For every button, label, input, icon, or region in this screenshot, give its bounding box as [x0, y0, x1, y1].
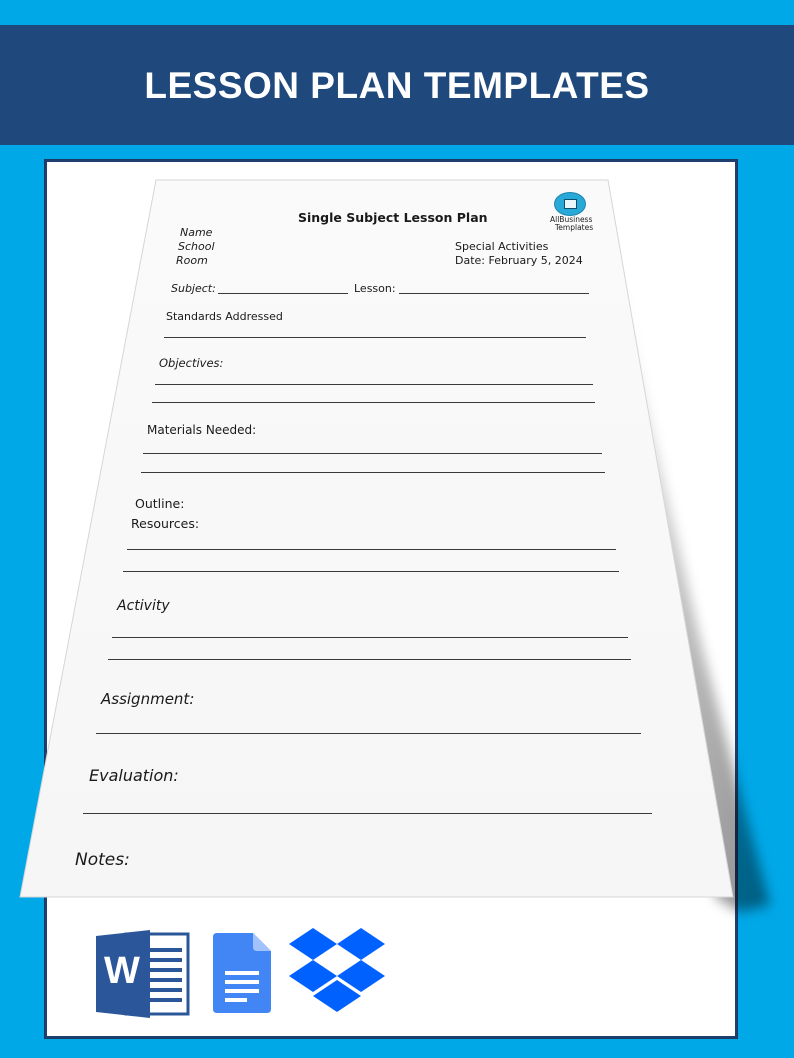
objectives-line-2 [152, 402, 595, 403]
field-room: Room [176, 254, 208, 267]
assignment-line [96, 733, 641, 734]
dropbox-icon[interactable] [289, 928, 385, 1018]
logo-name-line1: AllBusiness [550, 215, 593, 224]
outline-label: Outline: [135, 496, 185, 511]
evaluation-label: Evaluation: [89, 766, 179, 785]
field-school: School [178, 240, 215, 253]
field-special-activities: Special Activities [455, 240, 549, 253]
logo-name-line2: Templates [555, 223, 594, 232]
field-name: Name [180, 226, 213, 239]
top-strip [0, 0, 794, 25]
activity-label: Activity [117, 598, 170, 614]
evaluation-line [83, 813, 652, 814]
resources-line-2 [123, 571, 619, 572]
subject-line [218, 293, 348, 294]
standards-line [164, 337, 586, 338]
subject-label: Subject: [171, 282, 216, 295]
assignment-label: Assignment: [101, 690, 195, 708]
google-docs-icon[interactable] [213, 933, 271, 1013]
materials-line-2 [141, 472, 605, 473]
lesson-label: Lesson: [354, 282, 396, 295]
objectives-line-1 [155, 384, 593, 385]
monitor-icon [564, 199, 577, 209]
header-banner [0, 25, 794, 145]
resources-label: Resources: [131, 516, 200, 531]
standards-label: Standards Addressed [166, 310, 283, 323]
activity-line-2 [108, 659, 631, 660]
field-date: Date: February 5, 2024 [455, 254, 583, 267]
objectives-label: Objectives: [159, 356, 224, 370]
activity-line-1 [112, 637, 628, 638]
lesson-line [399, 293, 589, 294]
resources-line-1 [127, 549, 616, 550]
materials-label: Materials Needed: [147, 423, 257, 437]
allbusiness-logo [554, 192, 586, 216]
document-title: Single Subject Lesson Plan [298, 210, 488, 225]
page-title: LESSON PLAN TEMPLATES [144, 65, 650, 106]
word-letter: W [104, 950, 140, 992]
materials-line-1 [143, 453, 602, 454]
notes-label: Notes: [75, 850, 130, 870]
